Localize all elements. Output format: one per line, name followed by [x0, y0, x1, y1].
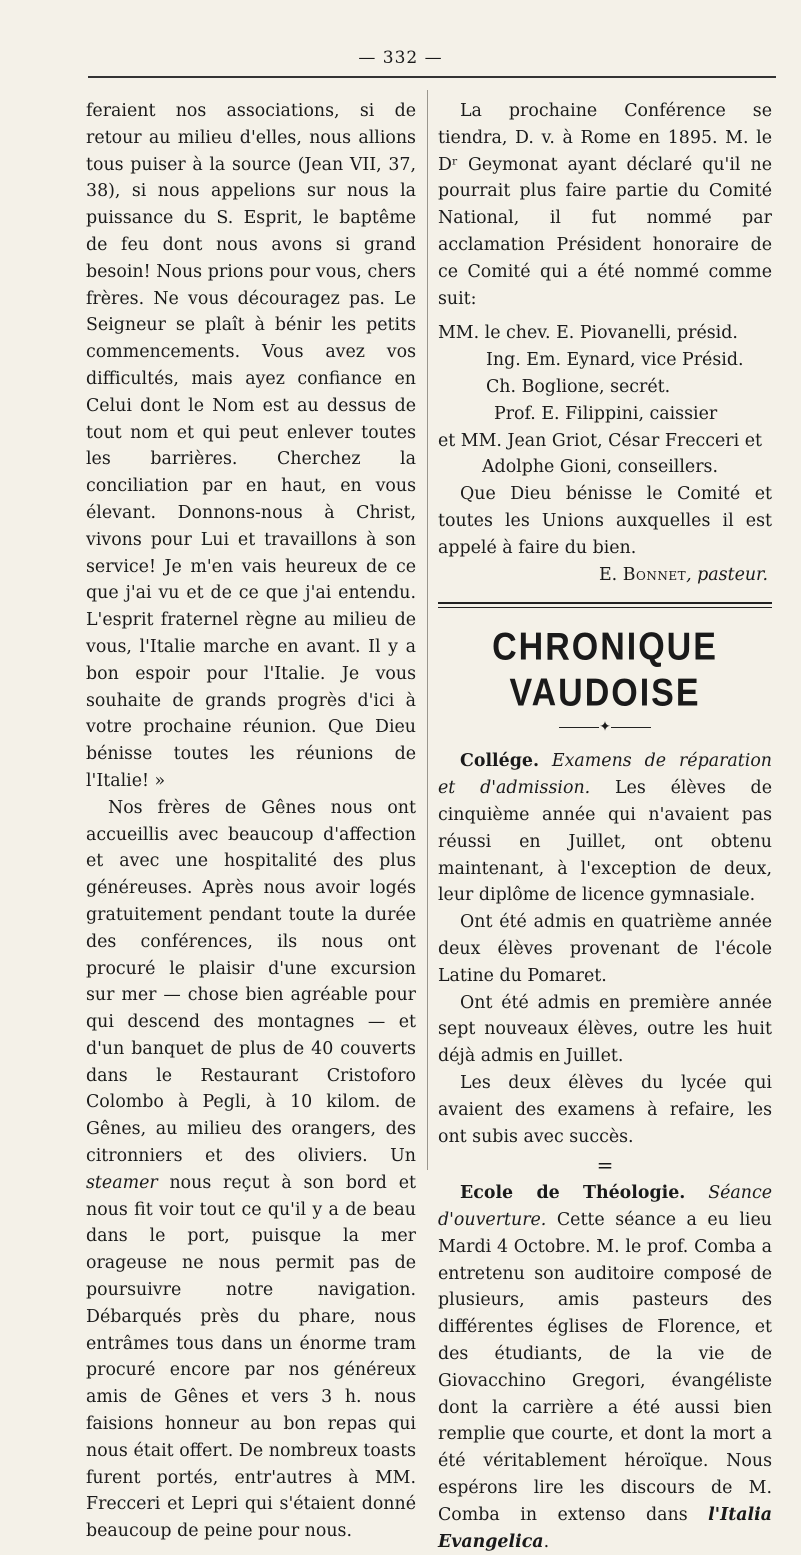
- theology-heading: Ecole de Théologie.: [460, 1183, 686, 1204]
- flourish-ornament: ✦: [438, 720, 772, 734]
- committee-line: Prof. E. Filippini, caissier: [494, 403, 718, 424]
- college-paragraph-3: Ont été admis en première année sept nouveaux élèves, outre les huit déjà admis en Juillet.: [438, 992, 772, 1067]
- left-column: [86, 98, 416, 1545]
- college-paragraph-2: Ont été admis en quatrième année deux élèves provenant de l'école Latine du Pomaret.: [438, 912, 772, 986]
- italia-evangelica: l'Italia Evangelica: [438, 1504, 772, 1552]
- left-paragraph-2: Nos frères de Gênes nous ont accueillis avec beaucoup d'affection et avec une hospitalité des plus généreuses. Après nous avoir logés gratuitement pendant toute la durée des conférences, ils nous ont procuré le plaisir d'une excursion sur mer — chose bien agréable pour qui descend des montagnes — et d'un banquet de plus de 40 couverts dans le Restaurant Cristoforo Colombo à Pegli, à 10 kilom. de Gênes, au milieu des orangers, des citronniers et des oliviers. Un steamer nous reçut à son bord et nous fit voir tout ce qu'il y a de beau dans le port, puisque la mer orageuse ne nous permit pas de poursuivre notre navigation. Débarqués près du phare, nous entrâmes tous dans un énorme tram procuré encore par nos généreux amis de Gênes et vers 3 h. nous faisions honneur au bon repas qui nous était offert. De nombreux toasts furent portés, entr'autres à MM. Frecceri et Lepri qui s'étaient donné beaucoup de peine pour nous.: [86, 797, 416, 1542]
- short-separator: =: [596, 1153, 614, 1178]
- college-heading: Collége.: [460, 751, 539, 772]
- column-divider: [427, 90, 428, 1170]
- left-paragraph-1: feraient nos associations, si de retour au milieu d'elles, nous allions tous puiser à la source (Jean VII, 37, 38), si nous appelions sur nous la puissance du S. Esprit, le baptême de feu dont nous avons si grand besoin! Nous prions pour vous, chers frères. Ne vous découragez pas. Le Seigneur se plaît à bénir les petits commencements. Vous avez vos difficultés, mais ayez confiance en Celui dont le Nom est au dessus de tout nom et qui peut enlever toutes les barrières. Cherchez la conciliation par en haut, en vous élevant. Donnons-nous à Christ, vivons pour Lui et travaillons à son service! Je m'en vais heureux de ce que j'ai vu et de ce que j'ai entendu. L'esprit fraternel règne au milieu de vous, l'Italie marche en avant. Il y a bon espoir pour l'Italie. Je vous souhaite de grands progrès d'ici à votre prochaine réunion. Que Dieu bénisse toutes les réunions de l'Italie! »: [86, 101, 416, 791]
- right-column: [438, 98, 772, 1555]
- signature-name: Bonnet: [622, 564, 687, 585]
- header-rule: [88, 76, 776, 78]
- committee-line: Ing. Em. Eynard, vice Présid.: [486, 350, 744, 371]
- theology-paragraph: Ecole de Théologie. Séance d'ouverture. Cette séance a eu lieu Mardi 4 Octobre. M. le prof. Comba a entretenu son auditoire composé de plusieurs, amis pasteurs des différentes églises de Florence, et des étudiants, de la vie de Giovacchino Gregori, évangéliste dont la carrière a été aussi bien remplie que courte, et dont la mort a été véritablement héroïque. Nous espérons lire les discours de M. Comba in extenso dans l'Italia Evangelica.: [438, 1183, 772, 1552]
- steamer-word: steamer: [86, 1172, 158, 1193]
- committee-list: [438, 320, 772, 481]
- blessing-paragraph: Que Dieu bénisse le Comité et toutes les Unions auxquelles il est appelé à faire du bien.: [438, 484, 772, 558]
- committee-line: et MM. Jean Griot, César Frecceri et: [438, 430, 762, 451]
- committee-line: MM. le chev. E. Piovanelli, présid.: [438, 323, 738, 344]
- section-separator: [438, 602, 772, 608]
- committee-line: Ch. Boglione, secrét.: [486, 376, 671, 397]
- chronicle-title: CHRONIQUE VAUDOISE: [492, 625, 718, 716]
- college-paragraph: Collége. Examens de réparation et d'admission. Les élèves de cinquième année qui n'avaient pas réussi en Juillet, ont obtenu maintenant, à l'exception de deux, leur diplôme de licence gymnasiale.: [438, 751, 772, 906]
- college-paragraph-4: Les deux élèves du lycée qui avaient des examens à refaire, les ont subis avec succès.: [438, 1072, 772, 1147]
- signature: E. Bonnet, pasteur.: [598, 564, 768, 585]
- conference-paragraph: La prochaine Conférence se tiendra, D. v. à Rome en 1895. M. le Dʳ Geymonat ayant déclaré qu'il ne pourrait plus faire partie du Comité National, il fut nommé par acclamation Président honoraire de ce Comité qui a été nommé comme suit:: [438, 101, 772, 309]
- page-number: — 332 —: [358, 48, 443, 68]
- committee-line: Adolphe Gioni, conseillers.: [482, 457, 718, 478]
